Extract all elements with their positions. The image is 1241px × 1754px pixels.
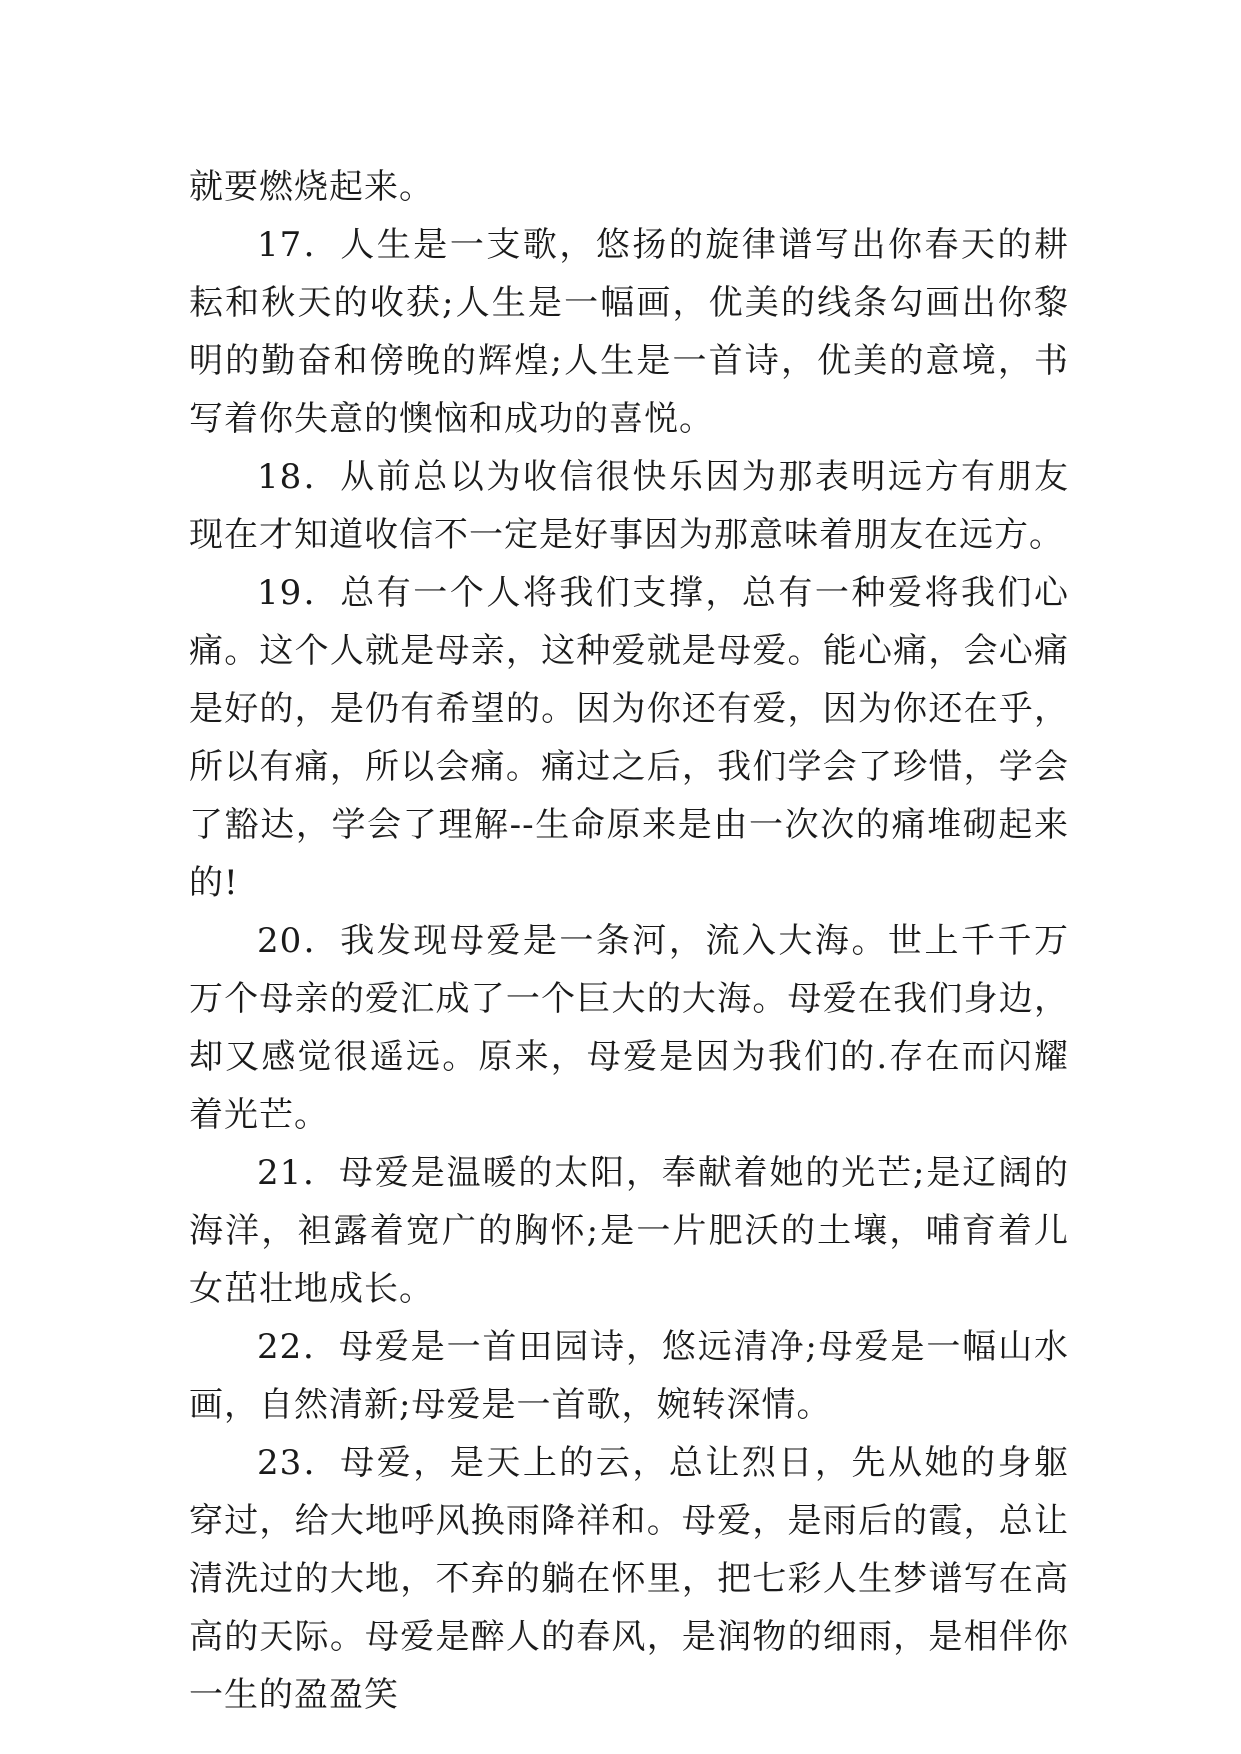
paragraph-22: 22．母爱是一首田园诗，悠远清净;母爱是一幅山水画，自然清新;母爱是一首歌，婉转深情。	[189, 1327, 1069, 1425]
paragraph-23: 23．母爱，是天上的云，总让烈日，先从她的身躯穿过，给大地呼风换雨降祥和。母爱，是雨后的霞，总让清洗过的大地，不弃的躺在怀里，把七彩人生梦谱写在高高的天际。母爱是醉人的春风，是润物的细雨，是相伴你一生的盈盈笑	[189, 1443, 1069, 1715]
paragraph-17: 17．人生是一支歌，悠扬的旋律谱写出你春天的耕耘和秋天的收获;人生是一幅画，优美的线条勾画出你黎明的勤奋和傍晚的辉煌;人生是一首诗，优美的意境，书写着你失意的懊恼和成功的喜悦。	[189, 225, 1069, 439]
paragraph-21: 21．母爱是温暖的太阳，奉献着她的光芒;是辽阔的海洋，袒露着宽广的胸怀;是一片肥沃的土壤，哺育着儿女茁壮地成长。	[189, 1153, 1069, 1309]
paragraph-18: 18．从前总以为收信很快乐因为那表明远方有朋友现在才知道收信不一定是好事因为那意味着朋友在远方。	[189, 457, 1069, 555]
paragraph-continuation: 就要燃烧起来。	[189, 167, 434, 207]
paragraph-19: 19．总有一个人将我们支撑，总有一种爱将我们心痛。这个人就是母亲，这种爱就是母爱。能心痛，会心痛是好的，是仍有希望的。因为你还有爱，因为你还在乎，所以有痛，所以会痛。痛过之后，我们学会了珍惜，学会了豁达，学会了理解--生命原来是由一次次的痛堆砌起来的!	[189, 573, 1069, 903]
paragraph-20: 20．我发现母爱是一条河，流入大海。世上千千万万个母亲的爱汇成了一个巨大的大海。母爱在我们身边，却又感觉很遥远。原来，母爱是因为我们的.存在而闪耀着光芒。	[189, 921, 1069, 1135]
body-text	[189, 158, 1069, 1724]
